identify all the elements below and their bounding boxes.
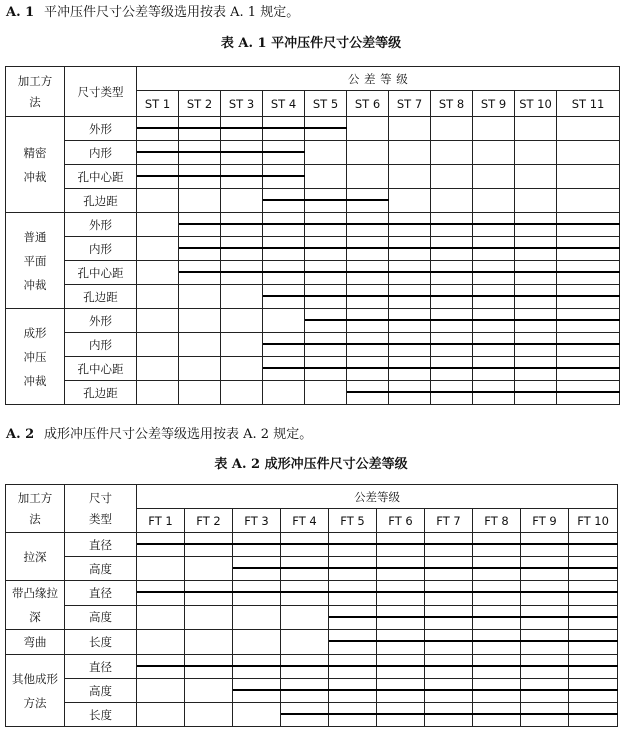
table-a1-grade-header: ST 1 bbox=[137, 91, 179, 117]
table-a1-grade-cell bbox=[515, 381, 557, 405]
table-a2-grade-cell bbox=[425, 655, 473, 679]
table-a1-grade-cell bbox=[305, 165, 347, 189]
table-a1-grade-cell bbox=[305, 189, 347, 213]
table-a1-grade-cell bbox=[137, 165, 179, 189]
table-a2-grade-cell bbox=[521, 557, 569, 581]
section-a2-number: A. 2 bbox=[6, 427, 35, 442]
table-a2-grade-cell bbox=[473, 630, 521, 655]
table-a2-grade-cell bbox=[329, 655, 377, 679]
table-a1-grade-cell bbox=[431, 357, 473, 381]
table-a1-grade-cell bbox=[389, 357, 431, 381]
table-a2-grade-cell bbox=[137, 581, 185, 606]
table-a1-grade-cell bbox=[137, 285, 179, 309]
table-a1-grade-cell bbox=[263, 117, 305, 141]
table-a2-grade-cell bbox=[185, 605, 233, 630]
table-a2-type-cell: 直径 bbox=[65, 581, 137, 606]
table-a1-grade-cell bbox=[557, 261, 620, 285]
table-a1-grade-cell bbox=[221, 189, 263, 213]
table-a2-row bbox=[6, 630, 618, 655]
table-a2-grade-header: FT 5 bbox=[329, 509, 377, 533]
table-a2-grade-cell bbox=[521, 679, 569, 703]
table-a1-grade-cell bbox=[263, 333, 305, 357]
table-a2-grade-cell bbox=[233, 655, 281, 679]
table-a1-header-method: 加工方法 bbox=[6, 67, 65, 117]
table-a1-type-cell: 内形 bbox=[65, 333, 137, 357]
table-a1-grade-cell bbox=[221, 165, 263, 189]
table-a1-grade-cell bbox=[557, 213, 620, 237]
table-a1-grade-cell bbox=[179, 165, 221, 189]
table-a1-grade-cell bbox=[515, 237, 557, 261]
table-a2-grade-cell bbox=[329, 533, 377, 557]
table-a1-type-cell: 外形 bbox=[65, 117, 137, 141]
table-a2-grade-cell bbox=[281, 581, 329, 606]
table-a1-grade-cell bbox=[221, 381, 263, 405]
table-a1-type-cell: 孔边距 bbox=[65, 381, 137, 405]
table-a1-header-grades: 公 差 等 级 bbox=[137, 67, 620, 91]
table-a1-row bbox=[6, 285, 620, 309]
table-a1-type-cell: 内形 bbox=[65, 141, 137, 165]
table-a1-grade-cell bbox=[263, 165, 305, 189]
table-a1 bbox=[5, 66, 620, 405]
table-a1-grade-cell bbox=[389, 261, 431, 285]
table-a2-row bbox=[6, 679, 618, 703]
table-a1-grade-cell bbox=[389, 237, 431, 261]
table-a1-grade-cell bbox=[389, 189, 431, 213]
table-a1-grade-cell bbox=[305, 237, 347, 261]
table-a2-grade-cell bbox=[137, 557, 185, 581]
table-a2-grade-cell bbox=[185, 557, 233, 581]
table-a1-grade-cell bbox=[431, 117, 473, 141]
table-a2-grade-cell bbox=[329, 679, 377, 703]
table-a2-method-cell: 带凸缘拉深 bbox=[6, 581, 65, 630]
table-a1-grade-cell bbox=[179, 141, 221, 165]
table-a2-grade-cell bbox=[281, 679, 329, 703]
table-a1-grade-cell bbox=[305, 261, 347, 285]
table-a2-header-grades: 公差等级 bbox=[137, 485, 618, 509]
table-a2-grade-cell bbox=[569, 679, 618, 703]
table-a1-grade-header: ST 11 bbox=[557, 91, 620, 117]
table-a2-row bbox=[6, 605, 618, 630]
table-a1-grade-cell bbox=[347, 261, 389, 285]
table-a2-caption: 表 A. 2 成形冲压件尺寸公差等级 bbox=[214, 457, 408, 472]
table-a2-grade-cell bbox=[377, 533, 425, 557]
table-a1-grade-cell bbox=[515, 189, 557, 213]
table-a1-grade-cell bbox=[557, 357, 620, 381]
table-a2-grade-cell bbox=[233, 533, 281, 557]
table-a2-grade-cell bbox=[377, 679, 425, 703]
table-a2-grade-cell bbox=[425, 533, 473, 557]
table-a1-grade-cell bbox=[221, 237, 263, 261]
table-a2-grade-header: FT 8 bbox=[473, 509, 521, 533]
table-a1-grade-cell bbox=[557, 141, 620, 165]
table-a1-type-cell: 孔中心距 bbox=[65, 357, 137, 381]
table-a2-row bbox=[6, 557, 618, 581]
table-a1-grade-cell bbox=[137, 333, 179, 357]
table-a2-grade-cell bbox=[185, 703, 233, 727]
table-a1-grade-cell bbox=[347, 237, 389, 261]
table-a1-grade-cell bbox=[431, 237, 473, 261]
table-a1-grade-cell bbox=[515, 357, 557, 381]
table-a2-grade-cell bbox=[137, 679, 185, 703]
table-a1-grade-cell bbox=[305, 213, 347, 237]
table-a1-method-cell: 成形冲压冲裁 bbox=[6, 309, 65, 405]
table-a1-grade-cell bbox=[515, 117, 557, 141]
table-a2-grade-cell bbox=[425, 630, 473, 655]
table-a2-grade-header: FT 1 bbox=[137, 509, 185, 533]
table-a2-row bbox=[6, 533, 618, 557]
table-a1-grade-cell bbox=[221, 357, 263, 381]
table-a1-grade-cell bbox=[137, 357, 179, 381]
table-a1-grade-cell bbox=[221, 117, 263, 141]
table-a2-grade-cell bbox=[137, 533, 185, 557]
table-a2-grade-cell bbox=[185, 533, 233, 557]
table-a2-grade-cell bbox=[473, 655, 521, 679]
table-a2-grade-cell bbox=[137, 655, 185, 679]
table-a1-grade-cell bbox=[179, 261, 221, 285]
table-a2-row bbox=[6, 581, 618, 606]
table-a2-grade-cell bbox=[569, 557, 618, 581]
table-a1-grade-cell bbox=[557, 237, 620, 261]
table-a2-method-cell: 弯曲 bbox=[6, 630, 65, 655]
table-a2-grade-cell bbox=[185, 581, 233, 606]
table-a1-grade-cell bbox=[305, 309, 347, 333]
table-a2-grade-cell bbox=[137, 605, 185, 630]
table-a1-grade-cell bbox=[137, 261, 179, 285]
table-a1-row bbox=[6, 381, 620, 405]
table-a2-grade-header: FT 6 bbox=[377, 509, 425, 533]
table-a1-grade-cell bbox=[137, 381, 179, 405]
table-a2-grade-cell bbox=[473, 679, 521, 703]
table-a1-grade-cell bbox=[263, 381, 305, 405]
table-a1-grade-cell bbox=[221, 333, 263, 357]
table-a1-grade-cell bbox=[263, 261, 305, 285]
table-a1-grade-cell bbox=[389, 213, 431, 237]
table-a2-type-cell: 高度 bbox=[65, 557, 137, 581]
table-a1-grade-header: ST 5 bbox=[305, 91, 347, 117]
section-a1-number: A. 1 bbox=[6, 5, 35, 20]
table-a1-grade-cell bbox=[347, 117, 389, 141]
table-a2-row bbox=[6, 703, 618, 727]
table-a1-grade-cell bbox=[263, 189, 305, 213]
table-a2-grade-cell bbox=[473, 581, 521, 606]
table-a2-grade-cell bbox=[233, 557, 281, 581]
table-a1-grade-cell bbox=[179, 357, 221, 381]
table-a1-grade-header: ST 10 bbox=[515, 91, 557, 117]
table-a1-grade-cell bbox=[473, 357, 515, 381]
table-a1-grade-cell bbox=[305, 333, 347, 357]
table-a1-grade-cell bbox=[389, 165, 431, 189]
table-a2-grade-cell bbox=[377, 557, 425, 581]
table-a1-grade-cell bbox=[473, 309, 515, 333]
table-a2-grade-cell bbox=[473, 533, 521, 557]
table-a2-grade-cell bbox=[377, 655, 425, 679]
table-a1-grade-cell bbox=[515, 213, 557, 237]
table-a2-grade-cell bbox=[473, 557, 521, 581]
table-a2-grade-cell bbox=[329, 630, 377, 655]
table-a2-grade-cell bbox=[281, 605, 329, 630]
table-a1-grade-header: ST 3 bbox=[221, 91, 263, 117]
table-a1-grade-cell bbox=[179, 117, 221, 141]
table-a1-row bbox=[6, 117, 620, 141]
table-a1-grade-cell bbox=[431, 333, 473, 357]
table-a1-grade-cell bbox=[557, 381, 620, 405]
table-a1-grade-cell bbox=[347, 309, 389, 333]
table-a1-grade-cell bbox=[179, 333, 221, 357]
table-a1-grade-cell bbox=[389, 285, 431, 309]
table-a1-grade-cell bbox=[137, 213, 179, 237]
table-a2-grade-cell bbox=[137, 630, 185, 655]
table-a1-grade-cell bbox=[179, 213, 221, 237]
table-a2-grade-cell bbox=[377, 630, 425, 655]
table-a2-grade-cell bbox=[425, 703, 473, 727]
table-a1-method-cell: 普通平面冲裁 bbox=[6, 213, 65, 309]
table-a2-header-method: 加工方法 bbox=[6, 485, 65, 533]
table-a1-grade-cell bbox=[221, 213, 263, 237]
table-a1-grade-cell bbox=[557, 189, 620, 213]
table-a1-grade-cell bbox=[263, 309, 305, 333]
table-a2 bbox=[5, 484, 618, 727]
table-a1-grade-cell bbox=[515, 141, 557, 165]
table-a1-grade-cell bbox=[137, 141, 179, 165]
table-a1-grade-cell bbox=[221, 261, 263, 285]
table-a1-row bbox=[6, 141, 620, 165]
table-a2-row bbox=[6, 655, 618, 679]
table-a1-grade-cell bbox=[137, 117, 179, 141]
table-a2-grade-cell bbox=[425, 605, 473, 630]
table-a2-header-type: 尺寸类型 bbox=[65, 485, 137, 533]
table-a1-grade-cell bbox=[473, 333, 515, 357]
table-a2-grade-cell bbox=[569, 605, 618, 630]
table-a2-grade-cell bbox=[233, 703, 281, 727]
table-a2-type-cell: 长度 bbox=[65, 630, 137, 655]
table-a1-row bbox=[6, 357, 620, 381]
table-a2-grade-header: FT 2 bbox=[185, 509, 233, 533]
table-a2-grade-cell bbox=[233, 605, 281, 630]
table-a1-grade-header: ST 8 bbox=[431, 91, 473, 117]
table-a2-grade-cell bbox=[377, 605, 425, 630]
table-a1-row bbox=[6, 213, 620, 237]
table-a1-grade-header: ST 9 bbox=[473, 91, 515, 117]
table-a2-grade-cell bbox=[521, 630, 569, 655]
table-a1-grade-cell bbox=[557, 117, 620, 141]
table-a2-grade-cell bbox=[281, 655, 329, 679]
table-a1-type-cell: 孔中心距 bbox=[65, 165, 137, 189]
table-a2-grade-header: FT 7 bbox=[425, 509, 473, 533]
table-a1-header-type: 尺寸类型 bbox=[65, 67, 137, 117]
table-a2-grade-cell bbox=[329, 703, 377, 727]
table-a1-grade-cell bbox=[263, 357, 305, 381]
table-a1-grade-cell bbox=[473, 165, 515, 189]
table-a1-grade-cell bbox=[515, 285, 557, 309]
table-a1-row bbox=[6, 237, 620, 261]
table-a2-grade-cell bbox=[233, 679, 281, 703]
table-a2-grade-cell bbox=[569, 581, 618, 606]
table-a1-grade-cell bbox=[179, 381, 221, 405]
table-a1-grade-header: ST 2 bbox=[179, 91, 221, 117]
table-a2-grade-cell bbox=[521, 605, 569, 630]
table-a2-type-cell: 直径 bbox=[65, 533, 137, 557]
table-a2-grade-cell bbox=[233, 581, 281, 606]
table-a1-grade-cell bbox=[179, 309, 221, 333]
table-a1-grade-cell bbox=[557, 285, 620, 309]
table-a1-row bbox=[6, 165, 620, 189]
table-a1-grade-cell bbox=[179, 189, 221, 213]
table-a1-grade-cell bbox=[473, 285, 515, 309]
table-a1-grade-cell bbox=[473, 213, 515, 237]
table-a1-row bbox=[6, 261, 620, 285]
table-a1-grade-cell bbox=[221, 141, 263, 165]
table-a1-grade-cell bbox=[305, 381, 347, 405]
section-a2-text: 成形冲压件尺寸公差等级选用按表 A. 2 规定。 bbox=[44, 427, 313, 442]
table-a1-grade-cell bbox=[389, 333, 431, 357]
table-a1-grade-cell bbox=[473, 237, 515, 261]
table-a2-type-cell: 高度 bbox=[65, 605, 137, 630]
table-a1-grade-cell bbox=[557, 165, 620, 189]
table-a1-grade-cell bbox=[137, 237, 179, 261]
table-a2-grade-cell bbox=[185, 655, 233, 679]
section-a1-text: 平冲压件尺寸公差等级选用按表 A. 1 规定。 bbox=[44, 5, 300, 20]
table-a1-type-cell: 孔边距 bbox=[65, 285, 137, 309]
table-a1-grade-cell bbox=[305, 141, 347, 165]
table-a1-grade-cell bbox=[431, 381, 473, 405]
table-a1-grade-cell bbox=[347, 189, 389, 213]
table-a2-grade-cell bbox=[377, 703, 425, 727]
table-a1-type-cell: 孔中心距 bbox=[65, 261, 137, 285]
table-a2-grade-cell bbox=[521, 703, 569, 727]
table-a2-grade-cell bbox=[377, 581, 425, 606]
table-a2-grade-cell bbox=[473, 605, 521, 630]
table-a1-grade-cell bbox=[473, 381, 515, 405]
table-a2-grade-cell bbox=[425, 679, 473, 703]
table-a2-grade-header: FT 10 bbox=[569, 509, 618, 533]
table-a1-grade-cell bbox=[263, 141, 305, 165]
table-a2-grade-cell bbox=[185, 679, 233, 703]
table-a1-grade-cell bbox=[515, 309, 557, 333]
table-a2-grade-header: FT 9 bbox=[521, 509, 569, 533]
table-a1-grade-cell bbox=[389, 381, 431, 405]
table-a1-caption: 表 A. 1 平冲压件尺寸公差等级 bbox=[220, 36, 402, 51]
table-a1-row bbox=[6, 333, 620, 357]
table-a2-grade-cell bbox=[329, 557, 377, 581]
table-a1-grade-cell bbox=[473, 117, 515, 141]
table-a1-grade-cell bbox=[389, 309, 431, 333]
table-a2-grade-cell bbox=[233, 630, 281, 655]
table-a1-grade-cell bbox=[179, 237, 221, 261]
table-a1-grade-cell bbox=[347, 141, 389, 165]
table-a2-method-cell: 其他成形方法 bbox=[6, 655, 65, 727]
table-a2-method-cell: 拉深 bbox=[6, 533, 65, 581]
table-a2-grade-cell bbox=[137, 703, 185, 727]
table-a1-grade-cell bbox=[305, 117, 347, 141]
table-a2-grade-cell bbox=[521, 581, 569, 606]
table-a2-grade-header: FT 4 bbox=[281, 509, 329, 533]
table-a2-type-cell: 长度 bbox=[65, 703, 137, 727]
table-a1-grade-cell bbox=[221, 285, 263, 309]
table-a2-grade-cell bbox=[569, 533, 618, 557]
table-a2-grade-cell bbox=[425, 557, 473, 581]
table-a1-grade-cell bbox=[431, 165, 473, 189]
table-a1-grade-cell bbox=[389, 117, 431, 141]
table-a1-grade-cell bbox=[305, 357, 347, 381]
table-a1-grade-cell bbox=[347, 165, 389, 189]
table-a1-grade-cell bbox=[515, 165, 557, 189]
table-a2-type-cell: 高度 bbox=[65, 679, 137, 703]
table-a2-grade-cell bbox=[281, 630, 329, 655]
table-a2-grade-cell bbox=[329, 605, 377, 630]
table-a2-grade-cell bbox=[521, 533, 569, 557]
table-a2-type-cell: 直径 bbox=[65, 655, 137, 679]
table-a1-grade-cell bbox=[305, 285, 347, 309]
table-a1-grade-cell bbox=[557, 309, 620, 333]
table-a1-grade-cell bbox=[263, 285, 305, 309]
table-a1-grade-cell bbox=[431, 189, 473, 213]
table-a1-grade-cell bbox=[557, 333, 620, 357]
table-a1-row bbox=[6, 309, 620, 333]
table-a1-grade-cell bbox=[347, 213, 389, 237]
table-a2-grade-header: FT 3 bbox=[233, 509, 281, 533]
table-a1-grade-header: ST 7 bbox=[389, 91, 431, 117]
table-a1-grade-cell bbox=[431, 261, 473, 285]
table-a1-type-cell: 外形 bbox=[65, 309, 137, 333]
table-a1-grade-header: ST 6 bbox=[347, 91, 389, 117]
table-a1-grade-cell bbox=[221, 309, 263, 333]
table-a1-method-cell: 精密冲裁 bbox=[6, 117, 65, 213]
table-a2-grade-cell bbox=[281, 703, 329, 727]
table-a2-grade-cell bbox=[569, 655, 618, 679]
table-a1-grade-cell bbox=[473, 141, 515, 165]
table-a2-grade-cell bbox=[281, 557, 329, 581]
table-a1-grade-cell bbox=[473, 189, 515, 213]
table-a1-grade-cell bbox=[431, 285, 473, 309]
table-a1-grade-cell bbox=[347, 381, 389, 405]
table-a1-row bbox=[6, 189, 620, 213]
table-a2-grade-cell bbox=[473, 703, 521, 727]
table-a1-grade-cell bbox=[431, 141, 473, 165]
table-a2-grade-cell bbox=[569, 703, 618, 727]
table-a2-grade-cell bbox=[425, 581, 473, 606]
table-a2-grade-cell bbox=[281, 533, 329, 557]
table-a1-grade-cell bbox=[347, 285, 389, 309]
table-a2-grade-cell bbox=[569, 630, 618, 655]
table-a1-grade-cell bbox=[431, 309, 473, 333]
table-a1-grade-cell bbox=[179, 285, 221, 309]
table-a1-grade-cell bbox=[473, 261, 515, 285]
table-a1-grade-cell bbox=[347, 357, 389, 381]
table-a1-grade-cell bbox=[515, 261, 557, 285]
table-a2-grade-cell bbox=[329, 581, 377, 606]
table-a1-type-cell: 孔边距 bbox=[65, 189, 137, 213]
table-a2-grade-cell bbox=[185, 630, 233, 655]
table-a2-grade-cell bbox=[521, 655, 569, 679]
table-a1-grade-cell bbox=[263, 213, 305, 237]
table-a1-grade-cell bbox=[263, 237, 305, 261]
table-a1-type-cell: 内形 bbox=[65, 237, 137, 261]
table-a1-grade-cell bbox=[389, 141, 431, 165]
table-a1-type-cell: 外形 bbox=[65, 213, 137, 237]
table-a1-grade-cell bbox=[431, 213, 473, 237]
table-a1-grade-cell bbox=[347, 333, 389, 357]
table-a1-grade-cell bbox=[515, 333, 557, 357]
table-a1-grade-header: ST 4 bbox=[263, 91, 305, 117]
table-a1-grade-cell bbox=[137, 189, 179, 213]
table-a1-grade-cell bbox=[137, 309, 179, 333]
